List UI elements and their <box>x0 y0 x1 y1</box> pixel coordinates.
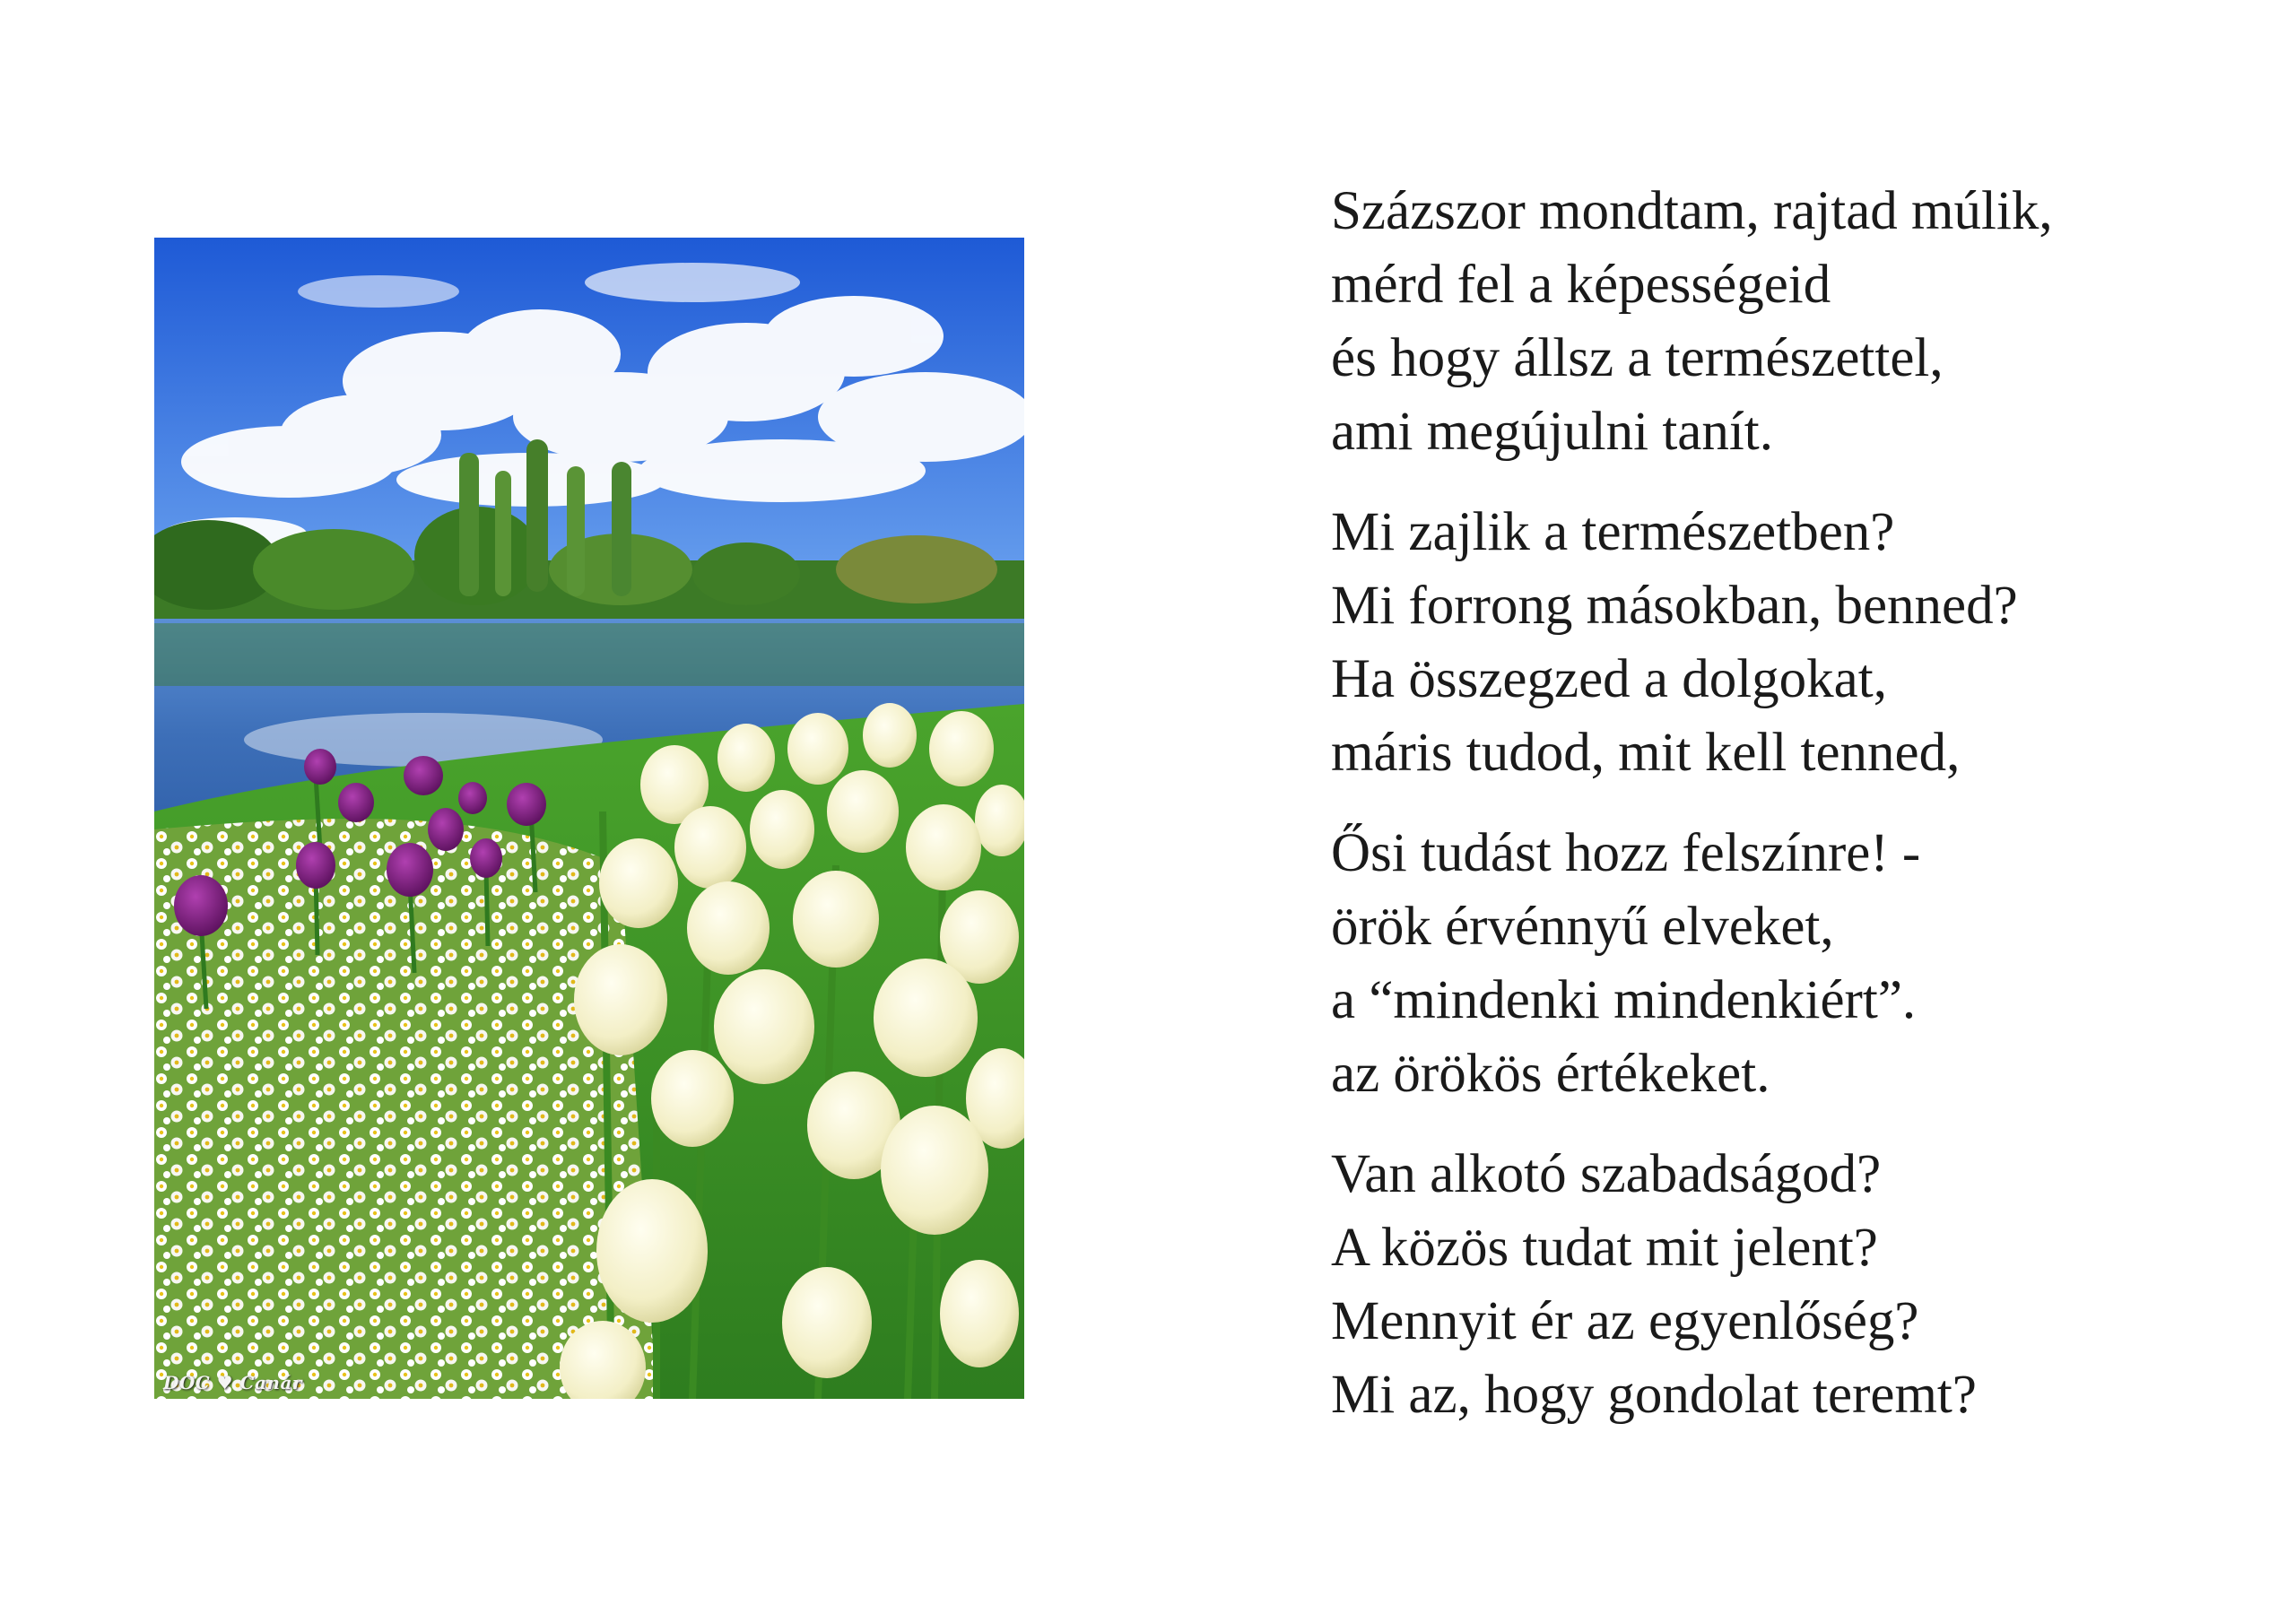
daisy-field <box>154 819 657 1399</box>
poem-line: Ősi tudást hozz felszínre! - <box>1331 823 1921 883</box>
poem-line: Mi az, hogy gondolat teremt? <box>1331 1365 1977 1425</box>
poem-line: és hogy állsz a természettel, <box>1331 328 1944 388</box>
tulip-lake-illustration <box>154 238 1024 1399</box>
poem-line: mérd fel a képességeid <box>1331 255 1831 315</box>
poem-line: Százszor mondtam, rajtad múlik, <box>1331 181 2053 241</box>
poem-line: máris tudod, mit kell tenned, <box>1331 723 1961 783</box>
poem-line: a “mindenki mindenkiért”. <box>1331 970 1917 1030</box>
poem-line: Van alkotó szabadságod? <box>1331 1144 1882 1204</box>
poem-line: Mi forrong másokban, benned? <box>1331 576 2018 636</box>
poem-line: örök érvénnyű elveket, <box>1331 897 1834 957</box>
poem <box>1331 175 2273 1459</box>
poem-stanza-4 <box>1331 1138 2273 1432</box>
poem-line: Mi zajlik a természetben? <box>1331 502 1895 562</box>
poem-line: az örökös értékeket. <box>1331 1044 1770 1104</box>
poem-line: A közös tudat mit jelent? <box>1331 1218 1878 1278</box>
poem-stanza-2 <box>1331 496 2273 790</box>
poem-stanza-3 <box>1331 817 2273 1111</box>
poem-line: Ha összegzed a dolgokat, <box>1331 649 1887 709</box>
poem-line: Mennyit ér az egyenlőség? <box>1331 1291 1919 1351</box>
poem-stanza-1 <box>1331 175 2273 469</box>
landscape-photo <box>154 238 1024 1399</box>
poem-line: ami megújulni tanít. <box>1331 402 1774 462</box>
photo-watermark: DOC ♥ Canár <box>163 1372 302 1393</box>
